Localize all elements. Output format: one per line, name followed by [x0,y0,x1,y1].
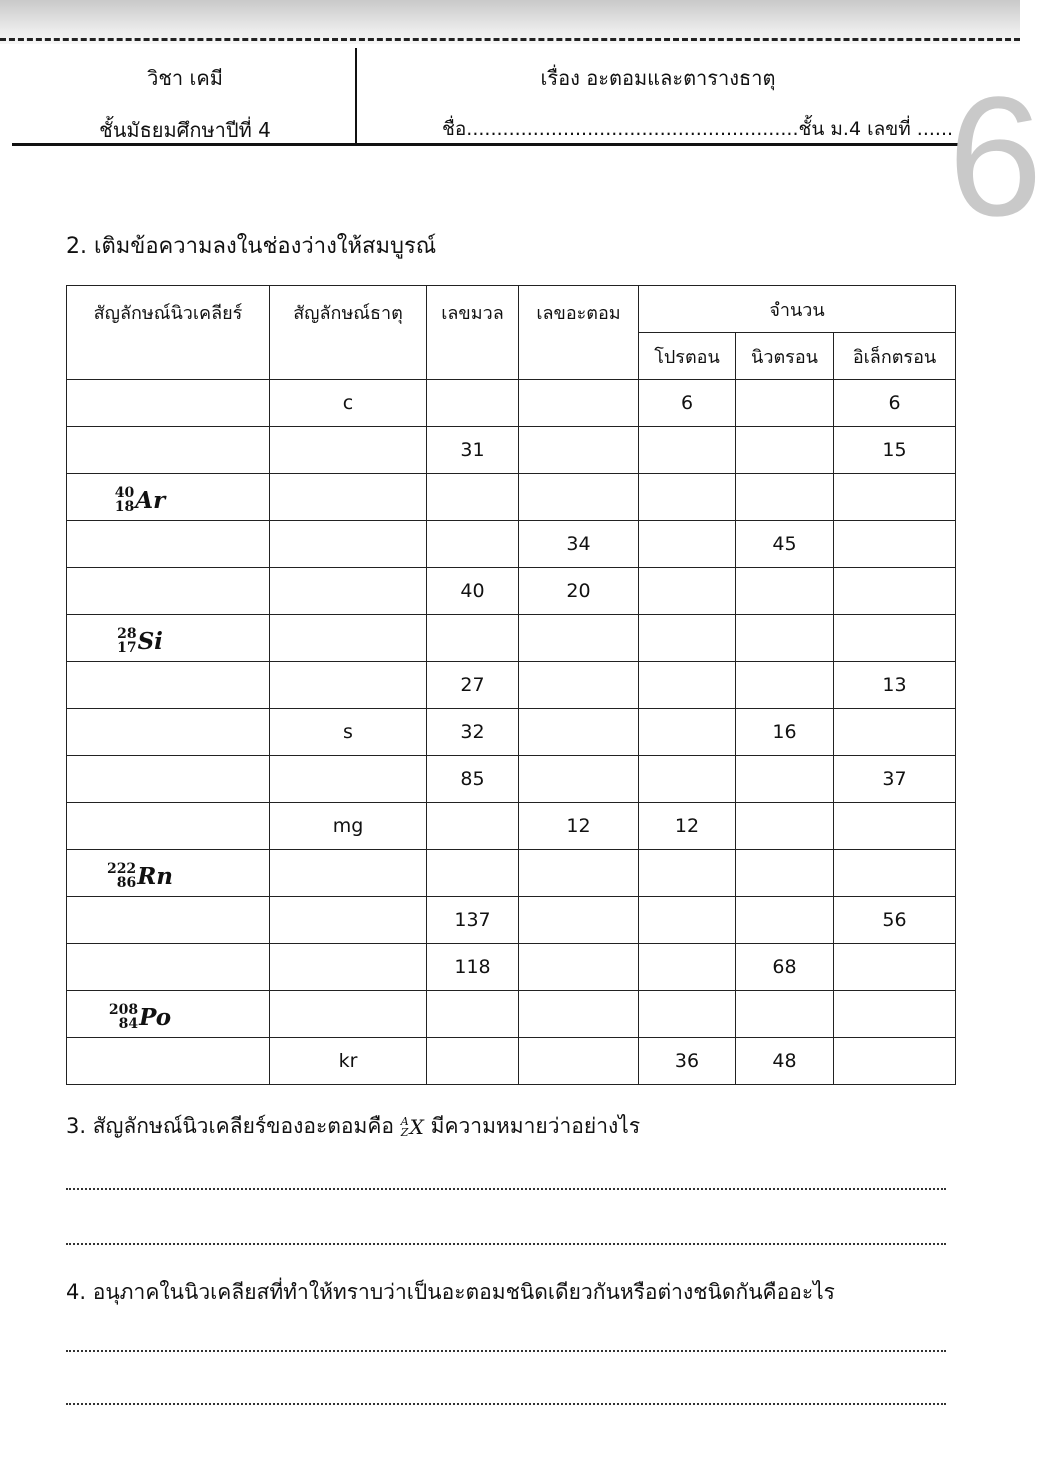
atomic-cell[interactable] [519,991,639,1038]
symbol-cell[interactable] [270,568,427,615]
nuclear-numbers [117,627,136,655]
nuclear-element-symbol: Rn [137,862,174,890]
mass-cell[interactable] [427,521,519,568]
nuclear-symbol [117,627,163,655]
atom-table-body [67,380,956,1085]
nuclear-symbol-cell[interactable] [67,756,270,803]
atomic-cell[interactable] [519,709,639,756]
mass-cell[interactable] [427,850,519,897]
symbol-cell[interactable]: s [270,709,427,756]
question-3 [66,1110,640,1143]
electron-cell[interactable]: 15 [834,427,956,474]
neutron-cell[interactable] [736,568,834,615]
nuclear-atomic-number: 86 [116,875,137,891]
nuclear-atomic-number: 17 [117,640,137,656]
question-3-suffix: มีความหมายว่าอย่างไร [430,1114,641,1138]
neutron-cell[interactable] [736,897,834,944]
table-row [67,1038,956,1085]
mass-cell[interactable] [427,991,519,1038]
electron-cell[interactable]: 56 [834,897,956,944]
proton-cell[interactable] [639,521,736,568]
nuclear-atomic-number: 18 [114,499,135,515]
nuclear-numbers [109,1003,138,1031]
atomic-cell[interactable] [519,427,639,474]
symbol-cell[interactable] [270,427,427,474]
answer-line-4a[interactable] [66,1350,946,1352]
neutron-cell[interactable]: 45 [736,521,834,568]
nuclear-numbers [115,486,134,514]
electron-cell[interactable] [834,521,956,568]
nuclear-symbol-cell[interactable] [67,380,270,427]
neutron-cell[interactable]: 68 [736,944,834,991]
table-row [67,991,956,1038]
dashed-cut-line [0,38,1020,41]
header-mass-number: เลขมวล [427,286,519,380]
proton-cell[interactable]: 12 [639,803,736,850]
mass-cell[interactable] [427,380,519,427]
generic-element-letter: X [409,1115,424,1139]
atomic-cell[interactable] [519,944,639,991]
proton-cell[interactable] [639,615,736,662]
electron-cell[interactable] [834,944,956,991]
nuclear-symbol-cell[interactable] [67,568,270,615]
header-right [358,48,958,144]
atom-table [66,285,956,1085]
proton-cell[interactable] [639,709,736,756]
mass-cell[interactable] [427,803,519,850]
header-nuclear-symbol: สัญลักษณ์นิวเคลียร์ [67,286,270,380]
answer-line-3a[interactable] [66,1188,946,1190]
answer-line-3b[interactable] [66,1243,946,1245]
nuclear-symbol [109,1003,171,1031]
electron-cell[interactable]: 6 [834,380,956,427]
nuclear-symbol [107,862,173,890]
mass-cell[interactable] [427,615,519,662]
symbol-cell[interactable] [270,944,427,991]
table-row [67,615,956,662]
symbol-cell[interactable] [270,991,427,1038]
electron-cell[interactable] [834,850,956,897]
nuclear-atomic-number: 84 [118,1016,139,1032]
nuclear-symbol-cell[interactable] [67,991,270,1038]
symbol-cell[interactable] [270,615,427,662]
neutron-cell[interactable]: 48 [736,1038,834,1085]
nuclear-symbol-cell[interactable] [67,521,270,568]
question-2-title: 2. เติมข้อความลงในช่องว่างให้สมบูรณ์ [66,234,437,259]
nuclear-symbol-cell[interactable] [67,474,270,521]
table-row [67,427,956,474]
answer-line-4b[interactable] [66,1403,946,1405]
mass-cell[interactable]: 27 [427,662,519,709]
symbol-cell[interactable] [270,662,427,709]
header-underline [12,143,958,146]
proton-cell[interactable] [639,568,736,615]
atomic-cell[interactable] [519,1038,639,1085]
electron-cell[interactable] [834,568,956,615]
table-row [67,521,956,568]
proton-cell[interactable] [639,662,736,709]
symbol-cell[interactable] [270,474,427,521]
generic-nuclear-symbol [401,1115,424,1139]
neutron-cell[interactable] [736,756,834,803]
nuclear-numbers [107,862,136,890]
proton-cell[interactable] [639,897,736,944]
grade-label: ชั้นมัธยมศึกษาปีที่ 4 [99,118,271,142]
table-row [67,897,956,944]
header-count: จำนวน [639,286,956,333]
proton-cell[interactable]: 36 [639,1038,736,1085]
nuclear-symbol-cell[interactable] [67,615,270,662]
atomic-cell[interactable]: 20 [519,568,639,615]
table-row [67,380,956,427]
atomic-cell[interactable] [519,850,639,897]
mass-cell[interactable] [427,1038,519,1085]
nuclear-mass-number: 222 [106,861,137,877]
table-row [67,756,956,803]
symbol-cell[interactable] [270,521,427,568]
subject-label: วิชา เคมี [147,66,223,90]
header-divider [355,48,357,144]
electron-cell[interactable]: 13 [834,662,956,709]
mass-cell[interactable]: 85 [427,756,519,803]
neutron-cell[interactable] [736,380,834,427]
generic-atomic-number: Z [400,1126,409,1139]
electron-cell[interactable] [834,803,956,850]
neutron-cell[interactable] [736,803,834,850]
proton-cell[interactable] [639,850,736,897]
proton-cell[interactable] [639,944,736,991]
topic-label: เรื่อง อะตอมและตารางธาตุ [540,66,776,90]
nuclear-symbol-cell[interactable] [67,803,270,850]
electron-cell[interactable] [834,709,956,756]
atomic-cell[interactable] [519,380,639,427]
table-row [67,662,956,709]
nuclear-mass-number: 40 [114,485,135,501]
atomic-cell[interactable] [519,615,639,662]
header-electron: อิเล็กตรอน [834,333,956,380]
symbol-cell[interactable] [270,756,427,803]
header-left [14,48,356,144]
question-3-prefix: 3. สัญลักษณ์นิวเคลียร์ของอะตอมคือ [66,1114,395,1138]
atomic-cell[interactable] [519,897,639,944]
neutron-cell[interactable] [736,615,834,662]
mass-cell[interactable]: 137 [427,897,519,944]
nuclear-element-symbol: Si [137,627,163,655]
electron-cell[interactable]: 37 [834,756,956,803]
neutron-cell[interactable]: 16 [736,709,834,756]
mass-cell[interactable]: 32 [427,709,519,756]
proton-cell[interactable] [639,991,736,1038]
header-neutron: นิวตรอน [736,333,834,380]
mass-cell[interactable]: 118 [427,944,519,991]
electron-cell[interactable] [834,1038,956,1085]
nuclear-symbol [115,486,165,514]
header-atomic-number: เลขอะตอม [519,286,639,380]
electron-cell[interactable] [834,991,956,1038]
mass-cell[interactable]: 31 [427,427,519,474]
atomic-cell[interactable] [519,662,639,709]
atomic-cell[interactable] [519,756,639,803]
table-row [67,474,956,521]
atomic-cell[interactable] [519,474,639,521]
proton-cell[interactable] [639,427,736,474]
student-name-line: ชื่อ.......................................................ชั้น ม.4 เลขที่ ...... [442,118,954,140]
nuclear-symbol-cell[interactable] [67,427,270,474]
proton-cell[interactable] [639,474,736,521]
table-row [67,803,956,850]
symbol-cell[interactable] [270,850,427,897]
nuclear-element-symbol: Po [139,1003,172,1031]
nuclear-element-symbol: Ar [135,486,166,514]
nuclear-symbol-cell[interactable] [67,944,270,991]
nuclear-symbol-cell[interactable] [67,662,270,709]
mass-cell[interactable]: 40 [427,568,519,615]
neutron-cell[interactable] [736,991,834,1038]
proton-cell[interactable]: 6 [639,380,736,427]
question-4: 4. อนุภาคในนิวเคลียสที่ทำให้ทราบว่าเป็นอะตอมชนิดเดียวกันหรือต่างชนิดกันคืออะไร [66,1280,835,1304]
neutron-cell[interactable] [736,474,834,521]
symbol-cell[interactable]: c [270,380,427,427]
nuclear-symbol-cell[interactable] [67,1038,270,1085]
proton-cell[interactable] [639,756,736,803]
header-proton: โปรตอน [639,333,736,380]
symbol-cell[interactable]: kr [270,1038,427,1085]
symbol-cell[interactable]: mg [270,803,427,850]
atomic-cell[interactable]: 12 [519,803,639,850]
nuclear-symbol-cell[interactable] [67,850,270,897]
electron-cell[interactable] [834,615,956,662]
page-number: 6 [948,62,1043,252]
generic-mass-number: A [400,1115,409,1128]
mass-cell[interactable] [427,474,519,521]
atomic-cell[interactable]: 34 [519,521,639,568]
nuclear-mass-number: 208 [108,1002,139,1018]
electron-cell[interactable] [834,474,956,521]
nuclear-mass-number: 28 [117,626,137,642]
table-row [67,944,956,991]
symbol-cell[interactable] [270,897,427,944]
neutron-cell[interactable] [736,850,834,897]
neutron-cell[interactable] [736,427,834,474]
table-row [67,709,956,756]
nuclear-symbol-cell[interactable] [67,897,270,944]
header-element-symbol: สัญลักษณ์ธาตุ [270,286,427,380]
table-row [67,568,956,615]
neutron-cell[interactable] [736,662,834,709]
table-row [67,850,956,897]
nuclear-symbol-cell[interactable] [67,709,270,756]
